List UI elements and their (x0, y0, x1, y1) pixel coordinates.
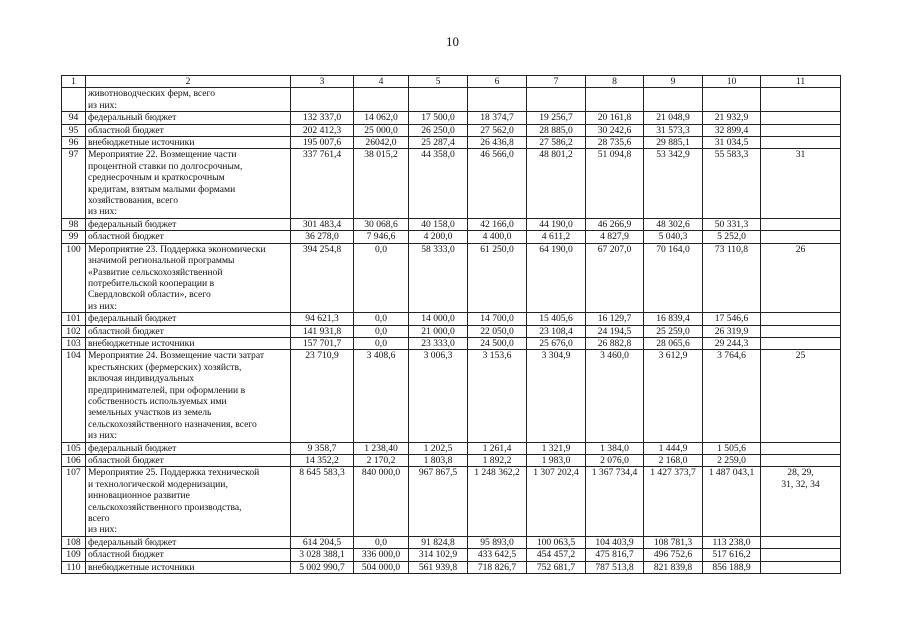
row-number-cell: 101 (62, 313, 86, 325)
row-number-cell (62, 88, 86, 112)
amount-cell: 46 266,9 (586, 218, 644, 230)
amount-cell: 46 566,0 (468, 149, 527, 218)
amount-cell: 1 983,0 (527, 455, 586, 467)
amount-cell: 73 110,8 (703, 243, 761, 312)
amount-cell: 614 204,5 (291, 536, 354, 548)
amount-cell (468, 88, 527, 112)
description-line: кредитам, взятым малыми формами (88, 183, 236, 195)
amount-cell: 20 161,8 (586, 112, 644, 124)
description-line: хозяйствования, всего (88, 195, 179, 207)
table-row (62, 231, 841, 243)
amount-cell (586, 88, 644, 112)
amount-cell: 14 062,0 (354, 112, 409, 124)
amount-cell: 3 006,3 (409, 350, 468, 442)
description-line: предпринимателей, при оформлении в (88, 384, 246, 396)
amount-cell: 4 200,0 (409, 231, 468, 243)
description-line: Мероприятие 23. Поддержка экономически (88, 243, 266, 255)
amount-cell: 61 250,0 (468, 243, 527, 312)
description-line: из них: (88, 300, 118, 312)
amount-cell: 23 108,4 (527, 325, 586, 337)
amount-cell: 1 803,8 (409, 455, 468, 467)
amount-cell: 64 190,0 (527, 243, 586, 312)
amount-cell: 1 202,5 (409, 442, 468, 454)
amount-cell: 195 007,6 (291, 137, 354, 149)
amount-cell: 15 405,6 (527, 313, 586, 325)
target-indicator-cell (761, 313, 841, 325)
table-row (62, 337, 841, 349)
amount-cell: 5 252,0 (703, 231, 761, 243)
row-number-cell: 106 (62, 455, 86, 467)
table-row (62, 467, 841, 536)
table-row (62, 112, 841, 124)
amount-cell: 17 546,6 (703, 313, 761, 325)
amount-cell: 29 244,3 (703, 337, 761, 349)
amount-cell (354, 88, 409, 112)
amount-cell (527, 88, 586, 112)
row-number-cell: 102 (62, 325, 86, 337)
amount-cell: 1 248 362,2 (468, 467, 527, 536)
description-cell (86, 467, 291, 536)
amount-cell: 1 487 043,1 (703, 467, 761, 536)
amount-cell: 17 500,0 (409, 112, 468, 124)
description-line: из них: (88, 206, 118, 218)
amount-cell: 26 319,9 (703, 325, 761, 337)
amount-cell: 58 333,0 (409, 243, 468, 312)
table-row (62, 455, 841, 467)
amount-cell: 30 242,6 (586, 124, 644, 136)
amount-cell: 14 000,0 (409, 313, 468, 325)
amount-cell: 821 839,8 (644, 561, 703, 573)
table-row (62, 536, 841, 548)
amount-cell: 718 826,7 (468, 561, 527, 573)
description-line: Мероприятие 25. Поддержка технической (88, 467, 260, 479)
description-line: внебюджетные источники (88, 137, 195, 149)
target-indicator-cell (761, 88, 841, 112)
description-cell (86, 561, 291, 573)
amount-cell: 0,0 (354, 536, 409, 548)
amount-cell: 202 412,3 (291, 124, 354, 136)
row-number-cell: 108 (62, 536, 86, 548)
description-line: из них: (88, 430, 118, 442)
amount-cell: 2 259,0 (703, 455, 761, 467)
description-line: сельскохозяйственного назначения, всего (88, 418, 257, 430)
target-indicator-cell (761, 549, 841, 561)
description-cell (86, 149, 291, 218)
amount-cell: 31 573,3 (644, 124, 703, 136)
description-line: Мероприятие 22. Возмещение части (88, 149, 237, 161)
target-indicator-cell (761, 112, 841, 124)
amount-cell: 21 932,9 (703, 112, 761, 124)
amount-cell: 108 781,3 (644, 536, 703, 548)
target-indicator-cell: 31 (761, 149, 841, 218)
amount-cell: 21 000,0 (409, 325, 468, 337)
amount-cell: 1 892,2 (468, 455, 527, 467)
description-cell (86, 112, 291, 124)
amount-cell: 5 040,3 (644, 231, 703, 243)
description-cell (86, 442, 291, 454)
amount-cell: 5 002 990,7 (291, 561, 354, 573)
amount-cell: 336 000,0 (354, 549, 409, 561)
amount-cell: 2 076,0 (586, 455, 644, 467)
description-line: включая индивидуальных (88, 373, 195, 385)
header-cell: 4 (354, 76, 409, 88)
amount-cell: 454 457,2 (527, 549, 586, 561)
amount-cell: 3 153,6 (468, 350, 527, 442)
amount-cell: 3 408,6 (354, 350, 409, 442)
amount-cell: 28 735,6 (586, 137, 644, 149)
description-line: областной бюджет (88, 124, 164, 136)
description-cell (86, 536, 291, 548)
page-number: 10 (446, 34, 459, 49)
amount-cell (409, 88, 468, 112)
amount-cell: 14 352,2 (291, 455, 354, 467)
table-row (62, 149, 841, 218)
amount-cell (644, 88, 703, 112)
target-indicator-cell (761, 124, 841, 136)
amount-cell: 91 824,8 (409, 536, 468, 548)
amount-cell: 301 483,4 (291, 218, 354, 230)
amount-cell: 26 882,8 (586, 337, 644, 349)
description-line: Мероприятие 24. Возмещение части затрат (88, 350, 265, 362)
table-row (62, 442, 841, 454)
description-line: Свердловской области», всего (88, 289, 211, 301)
amount-cell: 2 170,2 (354, 455, 409, 467)
amount-cell: 1 427 373,7 (644, 467, 703, 536)
amount-cell (291, 88, 354, 112)
amount-cell: 25 259,0 (644, 325, 703, 337)
row-number-cell: 109 (62, 549, 86, 561)
amount-cell: 24 194,5 (586, 325, 644, 337)
header-cell: 11 (761, 76, 841, 88)
amount-cell: 157 701,7 (291, 337, 354, 349)
amount-cell: 26042,0 (354, 137, 409, 149)
amount-cell: 337 761,4 (291, 149, 354, 218)
amount-cell: 840 000,0 (354, 467, 409, 536)
target-indicator-cell (761, 561, 841, 573)
amount-cell: 0,0 (354, 325, 409, 337)
amount-cell: 55 583,3 (703, 149, 761, 218)
description-line: животноводческих ферм, всего (88, 88, 216, 100)
description-line: сельскохозяйственного производства, (88, 501, 242, 513)
description-cell (86, 313, 291, 325)
amount-cell: 8 645 583,3 (291, 467, 354, 536)
amount-cell: 28 065,6 (644, 337, 703, 349)
description-line: потребительской кооперации в (88, 277, 215, 289)
description-cell (86, 231, 291, 243)
amount-cell: 14 700,0 (468, 313, 527, 325)
table-row (62, 549, 841, 561)
amount-cell: 3 304,9 (527, 350, 586, 442)
amount-cell: 42 166,0 (468, 218, 527, 230)
description-line: федеральный бюджет (88, 442, 177, 454)
amount-cell: 27 562,0 (468, 124, 527, 136)
description-cell (86, 549, 291, 561)
amount-cell: 314 102,9 (409, 549, 468, 561)
amount-cell: 0,0 (354, 313, 409, 325)
amount-cell: 113 238,0 (703, 536, 761, 548)
amount-cell: 23 333,0 (409, 337, 468, 349)
amount-cell: 3 612,9 (644, 350, 703, 442)
amount-cell: 18 374,7 (468, 112, 527, 124)
amount-cell: 1 321,9 (527, 442, 586, 454)
amount-cell: 967 867,5 (409, 467, 468, 536)
amount-cell: 104 403,9 (586, 536, 644, 548)
amount-cell: 29 885,1 (644, 137, 703, 149)
amount-cell: 48 801,2 (527, 149, 586, 218)
table-row (62, 325, 841, 337)
amount-cell: 433 642,5 (468, 549, 527, 561)
description-line: среднесрочным и краткосрочным (88, 172, 225, 184)
header-cell: 5 (409, 76, 468, 88)
table-body (62, 76, 841, 574)
description-line: областной бюджет (88, 325, 164, 337)
target-indicator-cell (761, 231, 841, 243)
header-cell: 10 (703, 76, 761, 88)
description-line: крестьянских (фермерских) хозяйств, (88, 361, 242, 373)
table-row (62, 88, 841, 112)
amount-cell: 475 816,7 (586, 549, 644, 561)
target-indicator-cell (761, 218, 841, 230)
amount-cell: 1 444,9 (644, 442, 703, 454)
amount-cell: 51 094,8 (586, 149, 644, 218)
row-number-cell: 95 (62, 124, 86, 136)
description-cell (86, 350, 291, 442)
amount-cell: 517 616,2 (703, 549, 761, 561)
amount-cell: 100 063,5 (527, 536, 586, 548)
table-row (62, 137, 841, 149)
amount-cell: 2 168,0 (644, 455, 703, 467)
description-line: «Развитие сельскохозяйственной (88, 266, 223, 278)
amount-cell: 24 500,0 (468, 337, 527, 349)
amount-cell: 3 764,6 (703, 350, 761, 442)
amount-cell: 3 460,0 (586, 350, 644, 442)
amount-cell: 1 367 734,4 (586, 467, 644, 536)
header-cell: 2 (86, 76, 291, 88)
row-number-cell: 94 (62, 112, 86, 124)
amount-cell: 856 188,9 (703, 561, 761, 573)
description-cell (86, 325, 291, 337)
amount-cell: 0,0 (354, 243, 409, 312)
amount-cell: 32 899,4 (703, 124, 761, 136)
row-number-cell: 99 (62, 231, 86, 243)
amount-cell: 0,0 (354, 337, 409, 349)
amount-cell: 132 337,0 (291, 112, 354, 124)
description-cell (86, 124, 291, 136)
amount-cell: 40 158,0 (409, 218, 468, 230)
amount-cell: 67 207,0 (586, 243, 644, 312)
amount-cell: 23 710,9 (291, 350, 354, 442)
description-cell (86, 218, 291, 230)
row-number-cell: 107 (62, 467, 86, 536)
target-indicator-cell (761, 137, 841, 149)
header-cell: 8 (586, 76, 644, 88)
amount-cell: 44 358,0 (409, 149, 468, 218)
row-number-cell: 100 (62, 243, 86, 312)
amount-cell: 28 885,0 (527, 124, 586, 136)
amount-cell: 50 331,3 (703, 218, 761, 230)
description-line: всего (88, 513, 110, 525)
amount-cell: 1 307 202,4 (527, 467, 586, 536)
description-cell (86, 455, 291, 467)
table-row (62, 561, 841, 573)
row-number-cell: 105 (62, 442, 86, 454)
amount-cell: 1 238,40 (354, 442, 409, 454)
target-indicator-cell (761, 442, 841, 454)
description-line: процентной ставки по долгосрочным, (88, 160, 243, 172)
description-line: значимой региональной программы (88, 255, 235, 267)
amount-cell: 31 034,5 (703, 137, 761, 149)
amount-cell: 38 015,2 (354, 149, 409, 218)
amount-cell: 496 752,6 (644, 549, 703, 561)
target-indicator-cell: 26 (761, 243, 841, 312)
row-number-cell: 103 (62, 337, 86, 349)
amount-cell: 1 384,0 (586, 442, 644, 454)
amount-cell: 1 505,6 (703, 442, 761, 454)
header-cell: 6 (468, 76, 527, 88)
amount-cell: 4 400,0 (468, 231, 527, 243)
amount-cell: 16 839,4 (644, 313, 703, 325)
description-line: внебюджетные источники (88, 337, 195, 349)
header-cell: 9 (644, 76, 703, 88)
description-line: собственность используемых ими (88, 395, 227, 407)
description-line: федеральный бюджет (88, 112, 177, 124)
amount-cell: 4 827,9 (586, 231, 644, 243)
table-row (62, 350, 841, 442)
description-line: федеральный бюджет (88, 313, 177, 325)
description-line: федеральный бюджет (88, 218, 177, 230)
header-cell: 7 (527, 76, 586, 88)
amount-cell: 95 893,0 (468, 536, 527, 548)
amount-cell: 26 250,0 (409, 124, 468, 136)
description-cell (86, 88, 291, 112)
row-number-cell: 97 (62, 149, 86, 218)
amount-cell: 561 939,8 (409, 561, 468, 573)
description-line: из них: (88, 524, 118, 536)
amount-cell: 787 513,8 (586, 561, 644, 573)
amount-cell: 3 028 388,1 (291, 549, 354, 561)
target-indicator-cell: 25 (761, 350, 841, 442)
description-line: инновационное развитие (88, 490, 190, 502)
amount-cell: 1 261,4 (468, 442, 527, 454)
description-cell (86, 137, 291, 149)
amount-cell: 53 342,9 (644, 149, 703, 218)
amount-cell: 22 050,0 (468, 325, 527, 337)
amount-cell: 94 621,3 (291, 313, 354, 325)
amount-cell: 70 164,0 (644, 243, 703, 312)
description-line: областной бюджет (88, 549, 164, 561)
header-cell: 1 (62, 76, 86, 88)
target-indicator-cell: 28, 29, 31, 32, 34 (761, 467, 841, 536)
description-line: из них: (88, 99, 118, 111)
amount-cell (703, 88, 761, 112)
description-line: федеральный бюджет (88, 536, 177, 548)
amount-cell: 21 048,9 (644, 112, 703, 124)
description-line: земельных участков из земель (88, 407, 212, 419)
amount-cell: 4 611,2 (527, 231, 586, 243)
amount-cell: 30 068,6 (354, 218, 409, 230)
row-number-cell: 98 (62, 218, 86, 230)
amount-cell: 394 254,8 (291, 243, 354, 312)
description-line: и технологической модернизации, (88, 478, 228, 490)
amount-cell: 504 000,0 (354, 561, 409, 573)
table-row (62, 124, 841, 136)
target-indicator-cell (761, 337, 841, 349)
row-number-cell: 104 (62, 350, 86, 442)
amount-cell: 36 278,0 (291, 231, 354, 243)
amount-cell: 26 436,8 (468, 137, 527, 149)
table-row (62, 218, 841, 230)
amount-cell: 25 287,4 (409, 137, 468, 149)
target-indicator-cell (761, 536, 841, 548)
amount-cell: 25 676,0 (527, 337, 586, 349)
amount-cell: 19 256,7 (527, 112, 586, 124)
row-number-cell: 96 (62, 137, 86, 149)
amount-cell: 48 302,6 (644, 218, 703, 230)
target-indicator-cell (761, 325, 841, 337)
amount-cell: 141 931,8 (291, 325, 354, 337)
header-cell: 3 (291, 76, 354, 88)
amount-cell: 9 358,7 (291, 442, 354, 454)
amount-cell: 752 681,7 (527, 561, 586, 573)
row-number-cell: 110 (62, 561, 86, 573)
table-header-row (62, 76, 841, 88)
target-indicator-cell (761, 455, 841, 467)
amount-cell: 44 190,0 (527, 218, 586, 230)
table-row (62, 243, 841, 312)
amount-cell: 27 586,2 (527, 137, 586, 149)
amount-cell: 7 946,6 (354, 231, 409, 243)
description-line: областной бюджет (88, 231, 164, 243)
description-cell (86, 243, 291, 312)
amount-cell: 16 129,7 (586, 313, 644, 325)
budget-table (61, 75, 841, 574)
description-line: внебюджетные источники (88, 561, 195, 573)
description-cell (86, 337, 291, 349)
table-row (62, 313, 841, 325)
amount-cell: 25 000,0 (354, 124, 409, 136)
description-line: областной бюджет (88, 455, 164, 466)
